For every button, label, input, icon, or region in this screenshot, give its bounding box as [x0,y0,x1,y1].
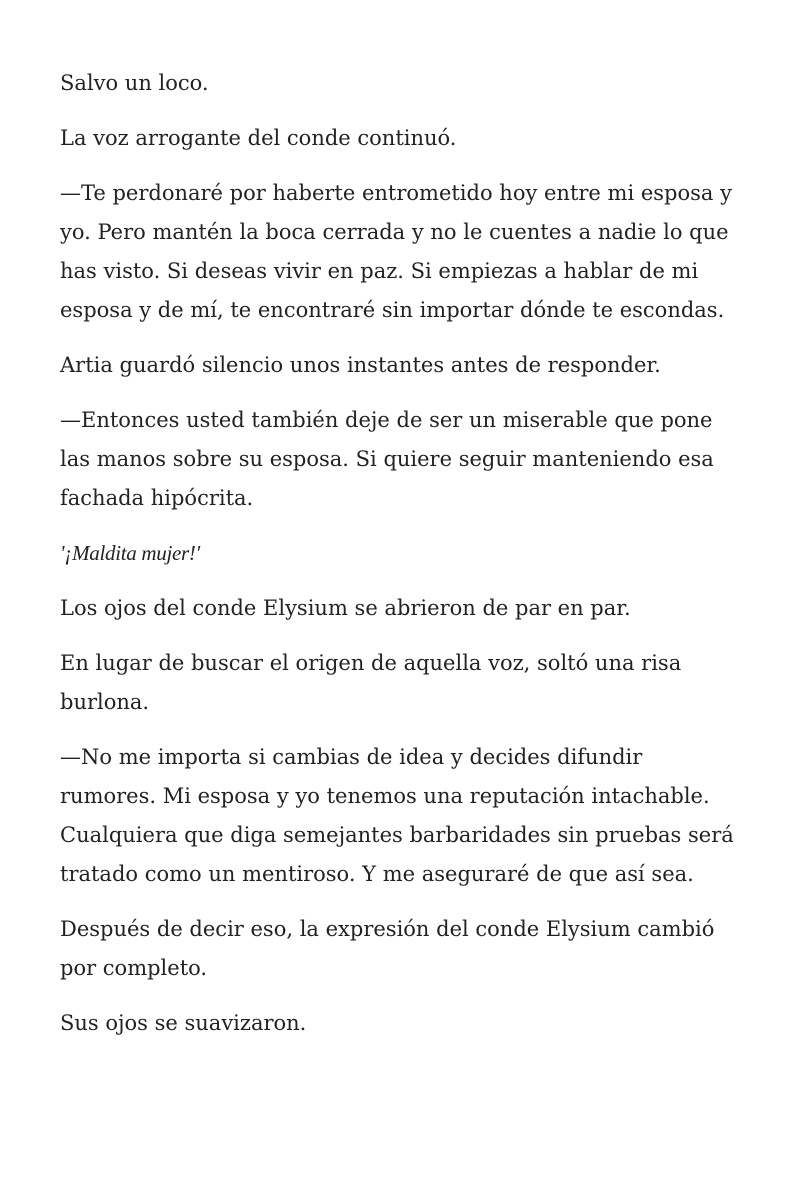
paragraph: Salvo un loco. [60,71,209,95]
paragraph: —No me importa si cambias de idea y decides difundir rumores. Mi esposa y yo tenemos una reputación intachable. Cualquiera que diga semejantes barbaridades sin pruebas será tratado como un mentiroso. Y me aseguraré de que así sea. [60,745,734,886]
document-page [60,64,740,1059]
paragraph: Sus ojos se suavizaron. [60,1011,307,1035]
paragraph: Después de decir eso, la expresión del conde Elysium cambió por completo. [60,917,715,980]
inner-thought: '¡Maldita mujer!' [60,541,200,565]
paragraph: Los ojos del conde Elysium se abrieron de par en par. [60,596,631,620]
paragraph: En lugar de buscar el origen de aquella voz, soltó una risa burlona. [60,651,682,714]
paragraph: Artia guardó silencio unos instantes antes de responder. [60,353,661,377]
paragraph: —Te perdonaré por haberte entrometido hoy entre mi esposa y yo. Pero mantén la boca cerrada y no le cuentes a nadie lo que has visto. Si deseas vivir en paz. Si empiezas a hablar de mi esposa y de mí, te encontraré sin importar dónde te escondas. [60,181,732,322]
paragraph: La voz arrogante del conde continuó. [60,126,457,150]
paragraph: —Entonces usted también deje de ser un miserable que pone las manos sobre su esposa. Si quiere seguir manteniendo esa fachada hipócrita. [60,408,714,510]
